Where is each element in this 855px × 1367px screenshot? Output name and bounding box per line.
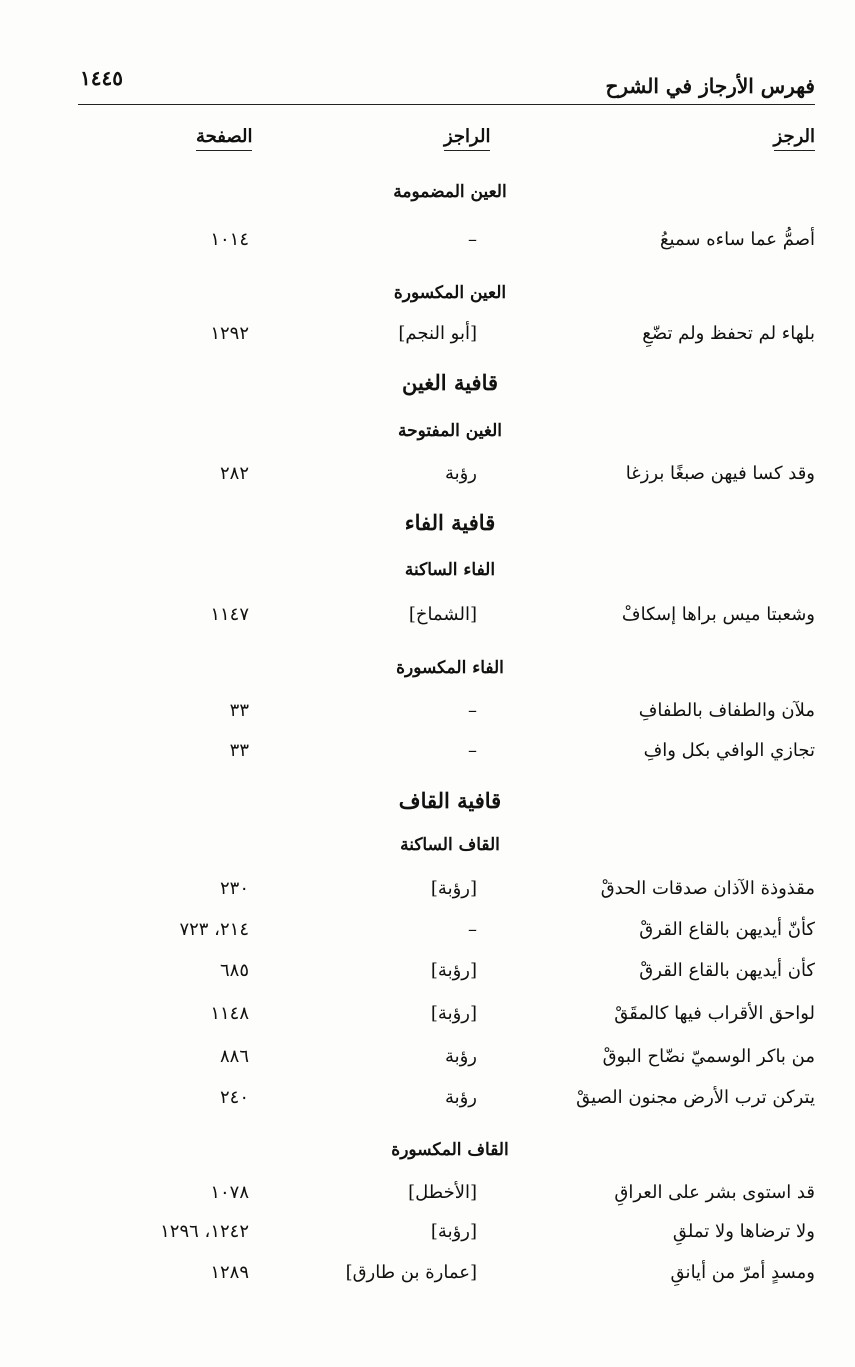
page-reference: ١٢٤٢، ١٢٩٦ bbox=[160, 1221, 249, 1242]
index-row bbox=[0, 1262, 855, 1294]
section-heading: الفاء الساكنة bbox=[404, 560, 496, 580]
verse-text: وشعبتا ميس براها إسكافْ bbox=[621, 604, 815, 625]
index-row bbox=[0, 1221, 855, 1253]
index-row bbox=[0, 1046, 855, 1078]
verse-text: ملآن والطفاف بالطفافِ bbox=[638, 700, 815, 721]
poet-name: [عمارة بن طارق] bbox=[345, 1262, 477, 1283]
section-heading-major: قافية الغين bbox=[401, 370, 499, 395]
poet-name: رؤبة bbox=[444, 1087, 477, 1108]
poet-name: – bbox=[468, 919, 477, 940]
poet-name: رؤبة bbox=[444, 463, 477, 484]
page-reference: ٣٣ bbox=[229, 740, 249, 761]
poet-name: [رؤبة] bbox=[430, 878, 477, 899]
poet-name: رؤبة bbox=[444, 1046, 477, 1067]
index-row bbox=[0, 700, 855, 732]
verse-text: كأنّ أيديهن بالقاع القرقْ bbox=[639, 919, 815, 940]
section-heading: العين المكسورة bbox=[393, 283, 507, 303]
index-row bbox=[0, 604, 855, 636]
section-heading: الغين المفتوحة bbox=[398, 421, 502, 441]
page-reference: ٣٣ bbox=[229, 700, 249, 721]
index-row bbox=[0, 740, 855, 772]
page-number: ١٤٤٥ bbox=[80, 66, 123, 90]
page-reference: ٢٣٠ bbox=[219, 878, 249, 899]
header-divider bbox=[78, 104, 815, 105]
section-heading-major: قافية القاف bbox=[398, 788, 502, 813]
page-reference: ١١٤٧ bbox=[210, 604, 249, 625]
running-header-title: فهرس الأرجاز في الشرح bbox=[605, 74, 815, 98]
verse-text: وقد كسا فيهن صبغًا برزغا bbox=[625, 463, 815, 484]
index-row bbox=[0, 463, 855, 495]
page-reference: ٢١٤، ٧٢٣ bbox=[179, 919, 249, 940]
verse-text: ومسدٍ أمرّ من أيانقِ bbox=[670, 1262, 815, 1283]
verse-text: لواحق الأقراب فيها كالمقَقْ bbox=[614, 1003, 815, 1024]
poet-name: – bbox=[468, 700, 477, 721]
poet-name: – bbox=[468, 229, 477, 250]
poet-name: [أبو النجم] bbox=[398, 323, 477, 344]
verse-text: قد استوى بشر على العراقِ bbox=[614, 1182, 815, 1203]
section-heading: القاف الساكنة bbox=[400, 835, 500, 855]
page-reference: ١٢٨٩ bbox=[210, 1262, 249, 1283]
index-row bbox=[0, 229, 855, 261]
poet-name: [الشماخ] bbox=[408, 604, 477, 625]
section-heading-major: قافية الفاء bbox=[404, 510, 496, 535]
index-row bbox=[0, 1182, 855, 1214]
page-reference: ٨٨٦ bbox=[219, 1046, 249, 1067]
verse-text: بلهاء لم تحفظ ولم تضّعِ bbox=[642, 323, 815, 344]
poet-name: [رؤبة] bbox=[430, 1221, 477, 1242]
poet-name: [رؤبة] bbox=[430, 1003, 477, 1024]
poet-name: [رؤبة] bbox=[430, 960, 477, 981]
section-heading: العين المضمومة bbox=[393, 182, 507, 202]
verse-text: مقذوذة الآذان صدقات الحدقْ bbox=[600, 878, 815, 899]
page-reference: ٦٨٥ bbox=[219, 960, 249, 981]
verse-text: أصمُّ عما ساءه سميعُ bbox=[659, 229, 815, 250]
column-header-page: الصفحة bbox=[196, 126, 252, 151]
page-reference: ١٠٧٨ bbox=[210, 1182, 249, 1203]
column-header-verse: الرجز bbox=[774, 126, 815, 151]
page-reference: ١١٤٨ bbox=[210, 1003, 249, 1024]
section-heading: الفاء المكسورة bbox=[396, 658, 504, 678]
verse-text: ولا ترضاها ولا تملقِ bbox=[672, 1221, 815, 1242]
index-row bbox=[0, 323, 855, 355]
poet-name: [الأخطل] bbox=[408, 1182, 477, 1203]
column-header-poet: الراجز bbox=[444, 126, 490, 151]
index-row bbox=[0, 919, 855, 951]
section-heading: القاف المكسورة bbox=[391, 1140, 509, 1160]
page-reference: ١٢٩٢ bbox=[210, 323, 249, 344]
page-reference: ٢٨٢ bbox=[219, 463, 249, 484]
page-reference: ١٠١٤ bbox=[210, 229, 249, 250]
verse-text: يتركن ترب الأرض مجنون الصيقْ bbox=[576, 1087, 815, 1108]
poet-name: – bbox=[468, 740, 477, 761]
index-row bbox=[0, 878, 855, 910]
verse-text: تجازي الوافي بكل وافِ bbox=[643, 740, 815, 761]
index-row bbox=[0, 960, 855, 992]
index-row bbox=[0, 1003, 855, 1035]
index-row bbox=[0, 1087, 855, 1119]
page-reference: ٢٤٠ bbox=[219, 1087, 249, 1108]
verse-text: من باكر الوسميّ نضّاح البوقْ bbox=[602, 1046, 815, 1067]
verse-text: كأن أيديهن بالقاع القرقْ bbox=[639, 960, 815, 981]
